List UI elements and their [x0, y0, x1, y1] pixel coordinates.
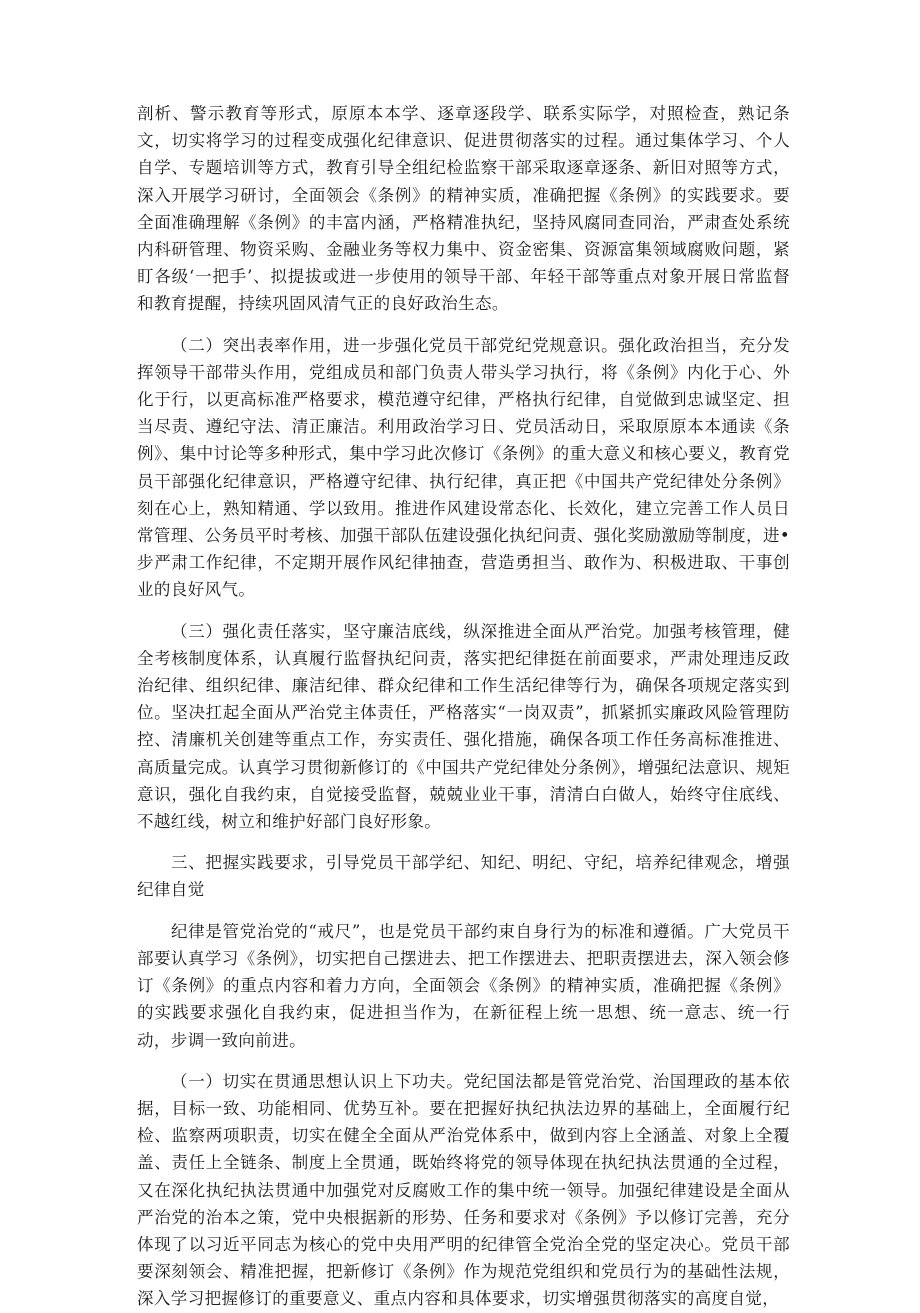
body-paragraph: 纪律是管党治党的“戒尺”，也是党员干部约束自身行为的标准和遵循。广大党员干部要认真学习《条例》，切实把自己摆进去、把工作摆进去、把职责摆进去，深入领会修订《条例》的重点内容和着力方向，全面领会《条例》的精神实质，准确把握《条例》的实践要求强化自我约束，促进担当作为，在新征程上统一思想、统一意志、统一行动，步调一致向前进。 [137, 921, 790, 1050]
body-paragraph: 剖析、警示教育等形式，原原本本学、逐章逐段学、联系实际学，对照检查，熟记条文，切实将学习的过程变成强化纪律意识、促进贯彻落实的过程。通过集体学习、个人自学、专题培训等方式，教育引导全组纪检监察干部采取逐章逐条、新旧对照等方式，深入开展学习研讨，全面领会《条例》的精神实质，准确把握《条例》的实践要求。要全面准确理解《条例》的丰富内涵，严格精准执纪，坚持风腐同查同治，严肃查处系统内科研管理、物资采购、金融业务等权力集中、资金密集、资源富集领域腐败问题，紧盯各级‘一把手’、拟提拔或进一步使用的领导干部、年轻干部等重点对象开展日常监督和教育提醒，持续巩固风清气正的良好政治生态。 [137, 104, 790, 314]
body-paragraph: （二）突出表率作用，进一步强化党员干部党纪党规意识。强化政治担当，充分发挥领导干部带头作用，党组成员和部门负责人带头学习执行，将《条例》内化于心、外化于行，以更高标准严格要求，模范遵守纪律，严格执行纪律，自觉做到忠诚坚定、担当尽责、遵纪守法、清正廉洁。利用政治学习日、党员活动日，采取原原本本通读《条例》、集中讨论等多种形式，集中学习此次修订《条例》的重大意义和核心要义，教育党员干部强化纪律意识，严格遵守纪律、执行纪律，真正把《中国共产党纪律处分条例》刻在心上，熟知精通、学以致用。推进作风建设常态化、长效化，建立完善工作人员日常管理、公务员平时考核、加强干部队伍建设强化执纪问责、强化奖励激励等制度，进•步严肃工作纪律，不定期开展作风纪律抽查，营造勇担当、敢作为、积极进取、干事创业的良好风气。 [137, 335, 790, 600]
body-paragraph: （三）强化责任落实，坚守廉洁底线，纵深推进全面从严治党。加强考核管理，健全考核制度体系，认真履行监督执纪问责，落实把纪律挺在前面要求，严肃处理违反政治纪律、组织纪律、廉洁纪律、群众纪律和工作生活纪律等行为，确保各项规定落实到位。坚决扛起全面从严治党主体责任，严格落实“一岗双责”，抓紧抓实廉政风险管理防控、清廉机关创建等重点工作，夯实责任、强化措施，确保各项工作任务高标准推进、高质量完成。认真学习贯彻新修订的《中国共产党纪律处分条例》，增强纪法意识、规矩意识，强化自我约束，自觉接受监督，兢兢业业干事，清清白白做人，始终守住底线、不越红线，树立和维护好部门良好形象。 [137, 621, 790, 832]
section-heading: 三、把握实践要求，引导党员干部学纪、知纪、明纪、守纪，培养纪律观念，增强纪律自觉 [137, 853, 790, 900]
body-paragraph: （一）切实在贯通思想认识上下功夫。党纪国法都是管党治党、治国理政的基本依据，目标一致、功能相同、优势互补。要在把握好执纪执法边界的基础上，全面履行纪检、监察两项职责，切实在健全全面从严治党体系中，做到内容上全涵盖、对象上全覆盖、责任上全链条、制度上全贯通，既始终将党的领导体现在执纪执法贯通的全过程，又在深化执纪执法贯通中加强党对反腐败工作的集中统一领导。加强纪律建设是全面从严治党的治本之策，党中央根据新的形势、任务和要求对《条例》予以修订完善，充分体现了以习近平同志为核心的党中央用严明的纪律管全党治全党的坚定决心。党员干部要深刻领会、精准把握，把新修订《条例》作为规范党组织和党员行为的基础性法规，深入学习把握修订的重要意义、重点内容和具体要求，切实增强贯彻落实的高度自觉， [137, 1071, 790, 1309]
